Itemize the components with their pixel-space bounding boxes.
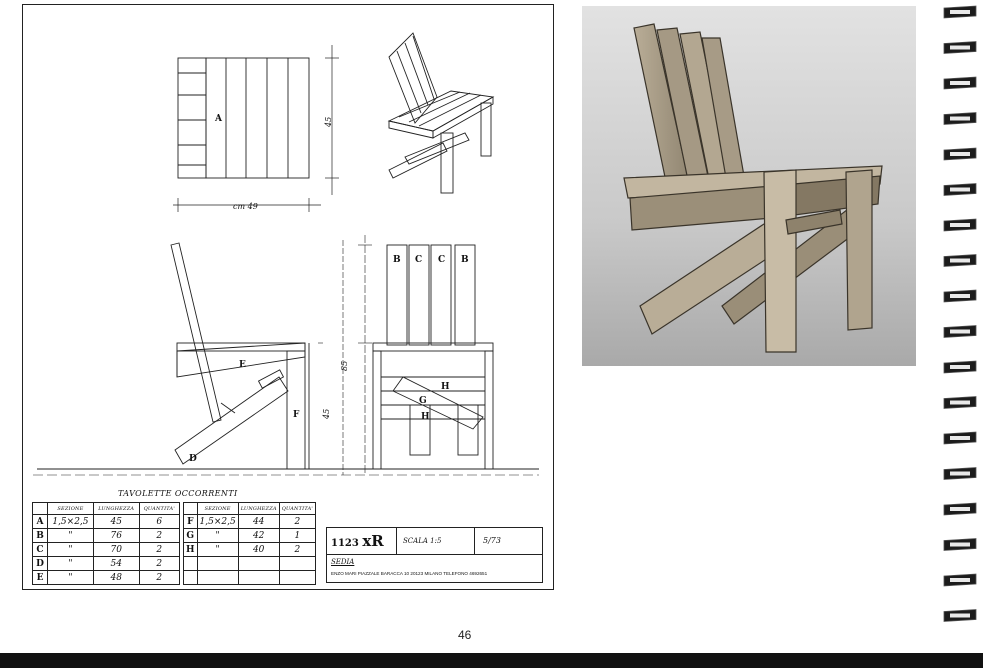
row-section: [197, 557, 238, 571]
page-number: 46: [458, 628, 472, 642]
chair-photo: [582, 6, 916, 366]
plan-view: [173, 45, 339, 212]
table-row: [33, 557, 180, 571]
row-letter: B: [33, 529, 48, 543]
row-length: 48: [93, 571, 139, 585]
table-row: [184, 571, 316, 585]
row-qty: 2: [139, 571, 179, 585]
row-qty: 2: [139, 557, 179, 571]
row-letter: H: [184, 543, 198, 557]
table-header-row: [184, 503, 316, 515]
row-section: 1,5×2,5: [48, 515, 94, 529]
part-label-b-left: B: [393, 255, 401, 265]
row-letter: [184, 571, 198, 585]
binding-coil-highlight: [950, 259, 970, 263]
row-qty: [279, 571, 315, 585]
part-label-h-top: H: [441, 382, 450, 392]
row-letter: F: [184, 515, 198, 529]
binding-coil-highlight: [950, 472, 970, 476]
part-label-c-right: C: [438, 255, 446, 265]
chair-photo-image: [582, 6, 916, 366]
row-qty: 6: [139, 515, 179, 529]
binding-coil-highlight: [950, 578, 970, 582]
table-row: [184, 515, 316, 529]
drawing-scale: SCALA 1:5: [397, 528, 475, 554]
table-row: [33, 529, 180, 543]
row-length: 45: [93, 515, 139, 529]
row-section: ": [48, 557, 94, 571]
binding-coil-highlight: [950, 10, 970, 14]
header-qty: QUANTITA': [139, 503, 179, 515]
row-length: 40: [238, 543, 279, 557]
table-row: [33, 515, 180, 529]
scan-bottom-edge: [0, 653, 983, 668]
binding-coil-highlight: [950, 117, 970, 121]
row-qty: 2: [139, 529, 179, 543]
table-row: [33, 543, 180, 557]
title-block-top-row: [327, 528, 542, 555]
dimension-seat-height: 45: [322, 408, 331, 419]
dimension-plan-height: 45: [324, 116, 333, 127]
header-letter: [184, 503, 198, 515]
row-section: [197, 571, 238, 585]
designer-address: ENZO MARI PIAZZALE BARACCA 10 20123 MILANO TELEFONO 4692651: [331, 571, 488, 576]
header-letter: [33, 503, 48, 515]
header-length: LUNGHEZZA: [238, 503, 279, 515]
row-qty: 2: [139, 543, 179, 557]
row-section: ": [48, 529, 94, 543]
front-view: [358, 235, 493, 475]
drawing-name: SEDIA: [331, 558, 355, 566]
drawing-code-suffix: xR: [362, 532, 384, 550]
row-length: 54: [93, 557, 139, 571]
row-section: ": [197, 543, 238, 557]
binding-coil-highlight: [950, 401, 970, 405]
header-section: SEZIONE: [48, 503, 94, 515]
binding-coil-highlight: [950, 223, 970, 227]
parts-table-left: [32, 502, 180, 585]
header-qty: QUANTITA': [279, 503, 315, 515]
side-view: [171, 240, 343, 475]
technical-drawing-sheet: [22, 4, 554, 590]
row-letter: E: [33, 571, 48, 585]
table-row: [184, 557, 316, 571]
row-qty: 1: [279, 529, 315, 543]
binding-coil-highlight: [950, 81, 970, 85]
part-label-d: D: [189, 454, 197, 464]
row-section: ": [197, 529, 238, 543]
table-row: [184, 543, 316, 557]
table-row: [33, 571, 180, 585]
row-letter: D: [33, 557, 48, 571]
row-qty: 2: [279, 515, 315, 529]
header-section: SEZIONE: [197, 503, 238, 515]
row-length: 76: [93, 529, 139, 543]
part-label-b-right: B: [461, 255, 469, 265]
binding-coil-highlight: [950, 46, 970, 50]
spiral-binding: [938, 0, 983, 653]
binding-coil-highlight: [950, 507, 970, 511]
part-label-a: A: [215, 114, 222, 124]
row-letter: C: [33, 543, 48, 557]
row-length: 70: [93, 543, 139, 557]
row-length: [238, 557, 279, 571]
isometric-view: [389, 33, 493, 193]
row-qty: [279, 557, 315, 571]
part-label-c-left: C: [415, 255, 423, 265]
binding-coil-highlight: [950, 436, 970, 440]
part-label-g: G: [419, 396, 427, 406]
binding-coils: [944, 6, 976, 622]
binding-coil-highlight: [950, 614, 970, 618]
row-letter: A: [33, 515, 48, 529]
header-length: LUNGHEZZA: [93, 503, 139, 515]
part-label-e: E: [239, 360, 246, 370]
parts-table-right: [183, 502, 316, 585]
row-qty: 2: [279, 543, 315, 557]
binding-coil-highlight: [950, 294, 970, 298]
dimension-total-height: 85: [340, 360, 349, 371]
drawing-title-block: [326, 527, 543, 583]
row-letter: G: [184, 529, 198, 543]
table-row: [184, 529, 316, 543]
table-header-row: [33, 503, 180, 515]
row-section: ": [48, 543, 94, 557]
binding-coil-highlight: [950, 152, 970, 156]
row-section: 1,5×2,5: [197, 515, 238, 529]
part-label-f: F: [293, 410, 300, 420]
binding-coil-highlight: [950, 543, 970, 547]
binding-coil-highlight: [950, 188, 970, 192]
part-label-h-bottom: H: [421, 412, 430, 422]
binding-coil-highlight: [950, 365, 970, 369]
row-section: ": [48, 571, 94, 585]
dimension-plan-width: cm 49: [233, 202, 258, 211]
drawing-code-number: 1123: [331, 538, 359, 549]
row-length: [238, 571, 279, 585]
drawing-code: [327, 528, 397, 554]
binding-coil-highlight: [950, 330, 970, 334]
drawing-date: 5/73: [483, 536, 501, 545]
row-length: 44: [238, 515, 279, 529]
parts-table-title: TAVOLETTE OCCORRENTI: [118, 489, 238, 498]
row-length: 42: [238, 529, 279, 543]
row-letter: [184, 557, 198, 571]
